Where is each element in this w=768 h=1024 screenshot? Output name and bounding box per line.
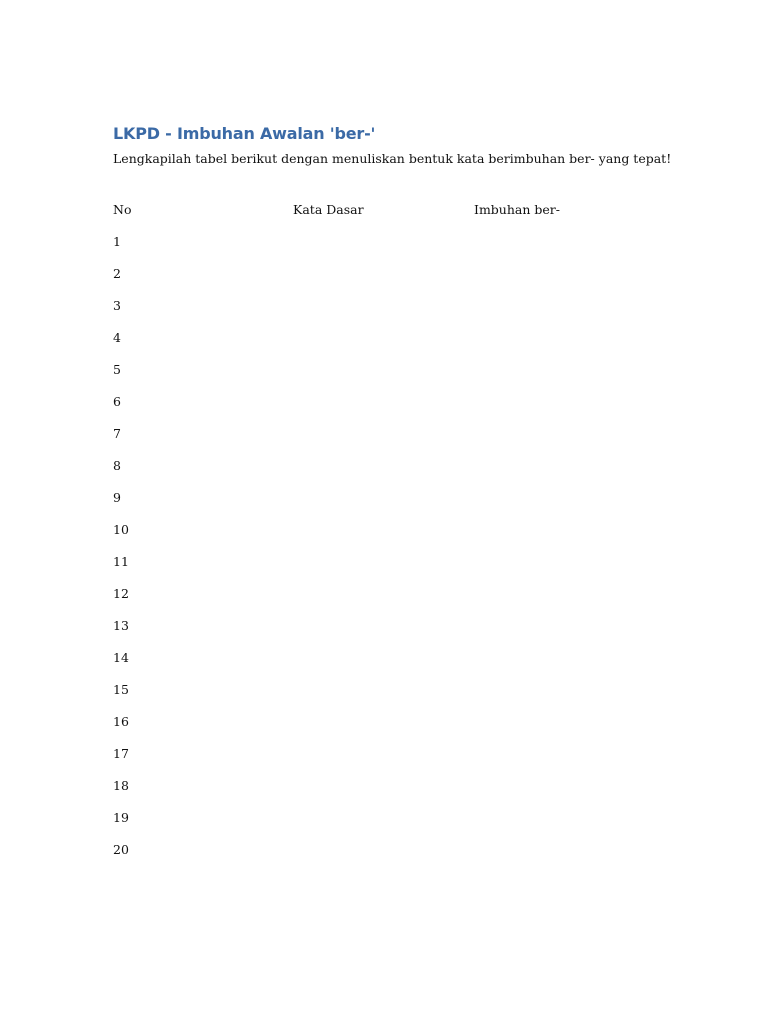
table-row: [113, 553, 673, 585]
table-row: [113, 745, 673, 777]
row-number: 4: [113, 330, 121, 345]
row-number: 12: [113, 586, 129, 601]
row-number: 5: [113, 362, 121, 377]
table-row: [113, 425, 673, 457]
row-number: 18: [113, 778, 129, 793]
header-no: No: [113, 202, 132, 217]
table-row: [113, 457, 673, 489]
table-row: [113, 329, 673, 361]
row-number: 15: [113, 682, 129, 697]
table-row: [113, 617, 673, 649]
header-imbuhan-ber: Imbuhan ber-: [474, 202, 560, 217]
row-number: 13: [113, 618, 129, 633]
document-title: LKPD - Imbuhan Awalan 'ber-': [113, 124, 376, 143]
table-row: [113, 777, 673, 809]
row-number: 3: [113, 298, 121, 313]
table-row: [113, 233, 673, 265]
table-row: [113, 713, 673, 745]
table-row: [113, 809, 673, 841]
table-row: [113, 489, 673, 521]
row-number: 2: [113, 266, 121, 281]
worksheet-table: [113, 201, 673, 873]
table-row: [113, 649, 673, 681]
table-row: [113, 297, 673, 329]
table-row: [113, 361, 673, 393]
row-number: 9: [113, 490, 121, 505]
row-number: 16: [113, 714, 129, 729]
table-row: [113, 393, 673, 425]
row-number: 1: [113, 234, 121, 249]
row-number: 11: [113, 554, 129, 569]
row-number: 7: [113, 426, 121, 441]
header-kata-dasar: Kata Dasar: [293, 202, 364, 217]
table-row: [113, 521, 673, 553]
row-number: 19: [113, 810, 129, 825]
row-number: 20: [113, 842, 129, 857]
table-row: [113, 585, 673, 617]
table-row: [113, 265, 673, 297]
table-row: [113, 841, 673, 873]
row-number: 8: [113, 458, 121, 473]
row-number: 17: [113, 746, 129, 761]
table-header-row: [113, 201, 673, 233]
instruction-text: Lengkapilah tabel berikut dengan menuliskan bentuk kata berimbuhan ber- yang tepat!: [113, 151, 672, 166]
row-number: 10: [113, 522, 129, 537]
row-number: 14: [113, 650, 129, 665]
row-number: 6: [113, 394, 121, 409]
table-row: [113, 681, 673, 713]
